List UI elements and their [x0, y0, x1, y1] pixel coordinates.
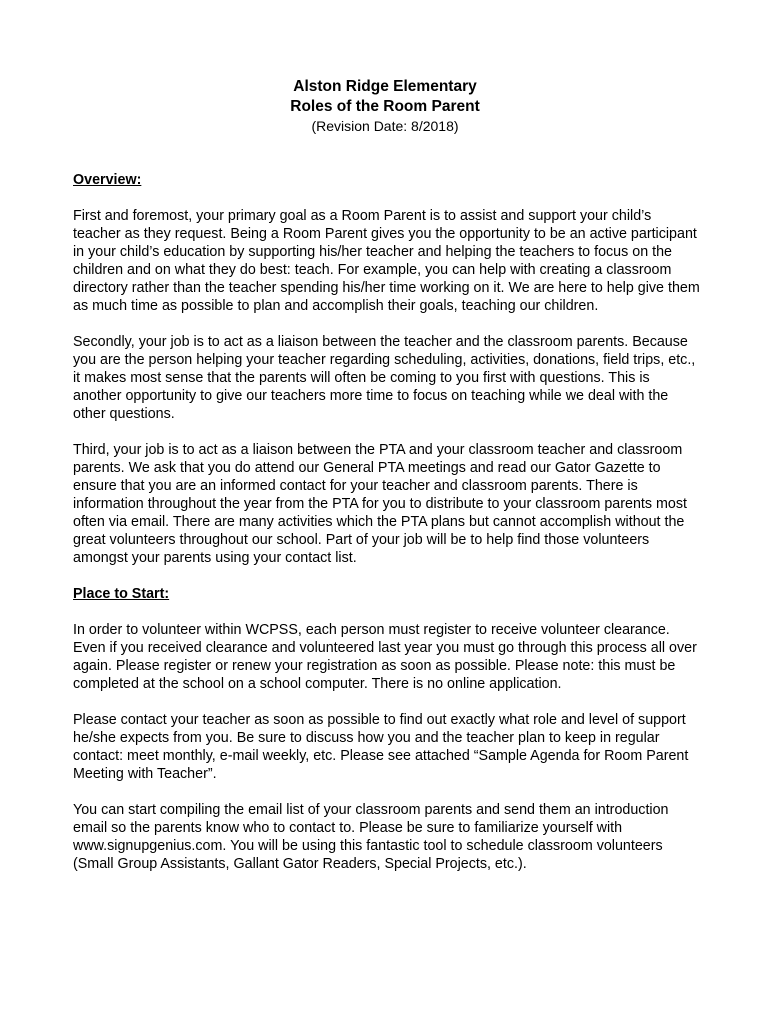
place-to-start-heading: Place to Start: — [73, 586, 170, 602]
school-name: Alston Ridge Elementary — [293, 78, 477, 95]
document-body — [73, 171, 701, 891]
place-to-start-paragraph-2: Please contact your teacher as soon as possible to find out exactly what role and level of support he/she expects from you. Be sure to discuss how you and the teacher plan to keep in regular contact: meet monthly, e-mail weekly, etc. Please see attached “Sample Agenda for Room Parent Meeting with Teacher”. — [73, 712, 689, 782]
overview-paragraph-3: Third, your job is to act as a liaison between the PTA and your classroom teacher and classroom parents. We ask that you do attend our General PTA meetings and read our Gator Gazette to ensure that you are an informed contact for your teacher and classroom parents. There is information throughout the year from the PTA for you to distribute to your classroom parents most often via email. There are many activities which the PTA plans but cannot accomplish without the great volunteers throughout our school. Part of your job will be to help find those volunteers amongst your parents using your contact list. — [73, 442, 687, 566]
document-header — [0, 77, 770, 136]
overview-heading: Overview: — [73, 172, 142, 188]
place-to-start-paragraph-1: In order to volunteer within WCPSS, each person must register to receive volunteer clearance. Even if you received clearance and volunteered last year you must go through this process all over again. Please register or renew your registration as soon as possible. Please note: this must be completed at the school on a school computer. There is no online application. — [73, 622, 697, 692]
place-to-start-paragraph-3: You can start compiling the email list of your classroom parents and send them an introduction email so the parents know who to contact to. Please be sure to familiarize yourself with www.signupgenius.com. You will be using this fantastic tool to schedule classroom volunteers (Small Group Assistants, Gallant Gator Readers, Special Projects, etc.). — [73, 802, 669, 872]
overview-paragraph-1: First and foremost, your primary goal as a Room Parent is to assist and support your child’s teacher as they request. Being a Room Parent gives you the opportunity to be an active participant in your child’s education by supporting his/her teacher and helping the teachers to focus on the children and on what they do best: teach. For example, you can help with creating a classroom directory rather than the teacher spending his/her time working on it. We are here to help give them as much time as possible to plan and accomplish their goals, teaching our children. — [73, 208, 700, 314]
document-title: Roles of the Room Parent — [290, 98, 480, 115]
overview-paragraph-2: Secondly, your job is to act as a liaison between the teacher and the classroom parents. Because you are the person helping your teacher regarding scheduling, activities, donations, field trips, etc., it makes most sense that the parents will often be coming to you first with questions. This is another opportunity to give our teachers more time to focus on teaching while we deal with the other questions. — [73, 334, 696, 422]
revision-date: (Revision Date: 8/2018) — [311, 118, 459, 134]
